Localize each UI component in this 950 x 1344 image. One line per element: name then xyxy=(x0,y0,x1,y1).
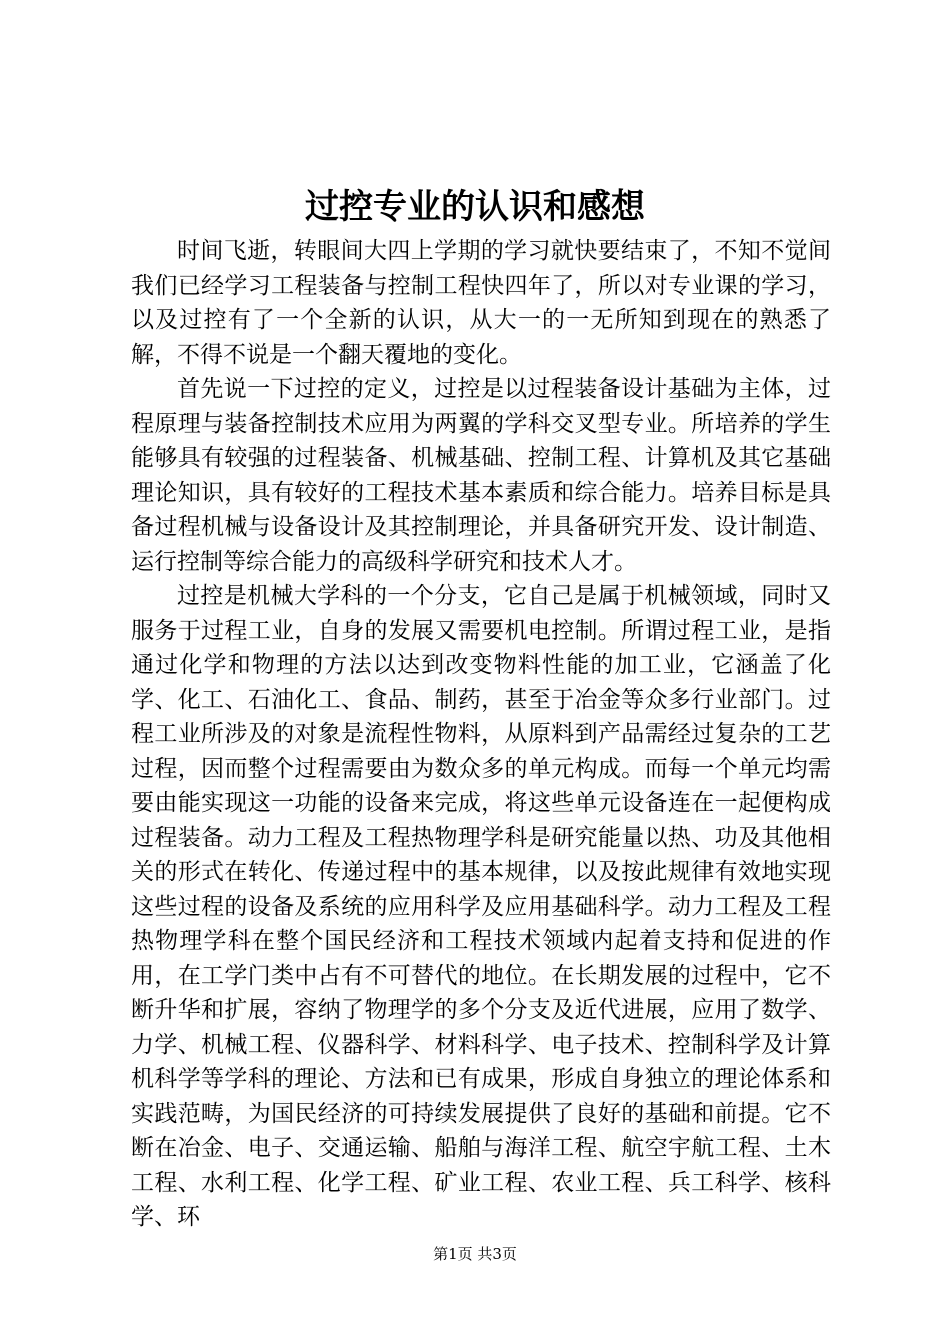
paragraph-3: 过控是机械大学科的一个分支，它自己是属于机械领域，同时又服务于过程工业，自身的发展又需要机电控制。所谓过程工业，是指通过化学和物理的方法以达到改变物料性能的加工业，它涵盖了化学、化工、石油化工、食品、制药，甚至于冶金等众多行业部门。过程工业所涉及的对象是流程性物料，从原料到产品需经过复杂的工艺过程，因而整个过程需要由为数众多的单元构成。而每一个单元均需要由能实现这一功能的设备来完成，将这些单元设备连在一起便构成过程装备。动力工程及工程热物理学科是研究能量以热、功及其他相关的形式在转化、传递过程中的基本规律，以及按此规律有效地实现这些过程的设备及系统的应用科学及应用基础科学。动力工程及工程热物理学科在整个国民经济和工程技术领域内起着支持和促进的作用，在工学门类中占有不可替代的地位。在长期发展的过程中，它不断升华和扩展，容纳了物理学的多个分支及近代进展，应用了数学、力学、机械工程、仪器科学、材料科学、电子技术、控制科学及计算机科学等学科的理论、方法和已有成果，形成自身独立的理论体系和实践范畴，为国民经济的可持续发展提供了良好的基础和前提。它不断在冶金、电子、交通运输、船舶与海洋工程、航空宇航工程、土木工程、水利工程、化学工程、矿业工程、农业工程、兵工科学、核科学、环 xyxy=(131,583,831,1230)
page-number: 第1页 共3页 xyxy=(433,1245,517,1263)
paragraph-1: 时间飞逝，转眼间大四上学期的学习就快要结束了，不知不觉间我们已经学习工程装备与控制工程快四年了，所以对专业课的学习，以及过控有了一个全新的认识，从大一的一无所知到现在的熟悉了解，不得不说是一个翻天覆地的变化。 xyxy=(131,238,831,368)
body-text xyxy=(131,234,831,1235)
paragraph-2: 首先说一下过控的定义，过控是以过程装备设计基础为主体，过程原理与装备控制技术应用为两翼的学科交叉型专业。所培养的学生能够具有较强的过程装备、机械基础、控制工程、计算机及其它基础理论知识，具有较好的工程技术基本素质和综合能力。培养目标是具备过程机械与设备设计及其控制理论，并具备研究开发、设计制造、运行控制等综合能力的高级科学研究和技术人才。 xyxy=(131,376,831,575)
page-title: 过控专业的认识和感想 xyxy=(305,187,645,227)
